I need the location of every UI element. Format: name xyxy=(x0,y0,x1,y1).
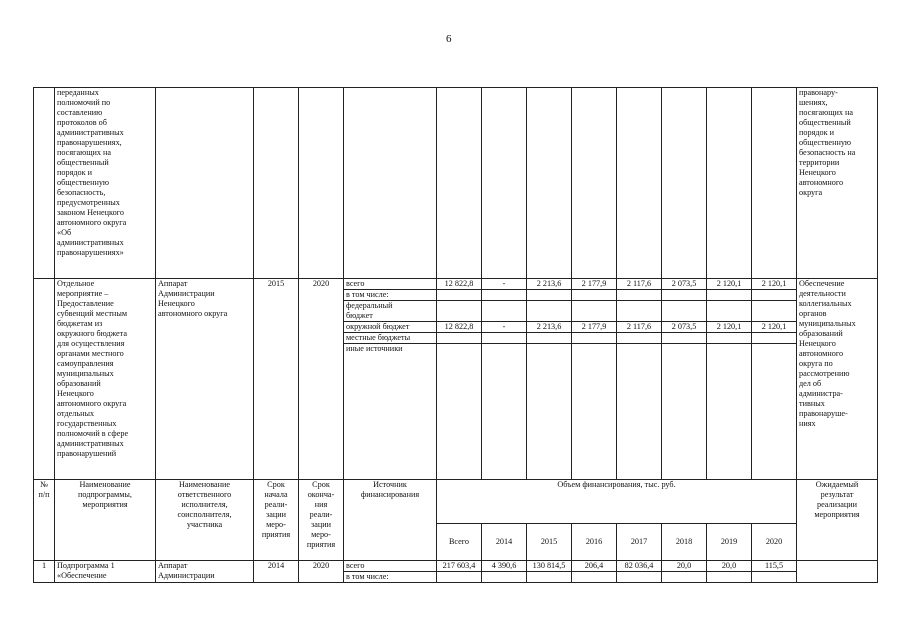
page-number: 6 xyxy=(446,33,452,45)
cell-value: 2 177,9 xyxy=(572,279,617,290)
cell-sub-start: 2014 xyxy=(254,561,299,583)
header-start: Срок начала реали- зации меро- приятия xyxy=(254,480,299,561)
cell-prev-result: правонару- шениях, посягающих на общественный порядок и общественную безопасность на территории Ненецкого автономного округа xyxy=(797,88,878,279)
cell-measure-start: 2015 xyxy=(254,279,299,480)
header-volume: Объем финансирования, тыс. руб. xyxy=(437,480,797,524)
header-col-year: 2015 xyxy=(527,524,572,561)
cell-value xyxy=(662,344,707,480)
cell-empty xyxy=(527,88,572,279)
cell-empty xyxy=(662,88,707,279)
cell-value: 2 213,6 xyxy=(527,279,572,290)
cell-value xyxy=(482,333,527,344)
cell-value xyxy=(572,572,617,583)
header-col-year: 2014 xyxy=(482,524,527,561)
cell-value: 12 822,8 xyxy=(437,279,482,290)
header-name: Наименование подпрограммы, мероприятия xyxy=(55,480,156,561)
cell-empty xyxy=(707,88,752,279)
cell-value xyxy=(707,344,752,480)
cell-value: - xyxy=(482,279,527,290)
cell-value xyxy=(752,344,797,480)
cell-value: - xyxy=(482,322,527,333)
cell-value xyxy=(752,333,797,344)
cell-value xyxy=(527,301,572,322)
cell-source: федеральный бюджет xyxy=(344,301,437,322)
cell-value: 12 822,8 xyxy=(437,322,482,333)
cell-value xyxy=(437,290,482,301)
cell-value xyxy=(707,333,752,344)
cell-value: 2 177,9 xyxy=(572,322,617,333)
cell-source: в том числе: xyxy=(344,290,437,301)
cell-value xyxy=(752,301,797,322)
cell-value xyxy=(572,344,617,480)
cell-value xyxy=(707,572,752,583)
cell-value: 115,5 xyxy=(752,561,797,572)
cell-sub-name: Подпрограмма 1 «Обеспечение xyxy=(55,561,156,583)
cell-value xyxy=(572,301,617,322)
cell-value: 2 117,6 xyxy=(617,322,662,333)
cell-empty xyxy=(437,88,482,279)
cell-source: окружной бюджет xyxy=(344,322,437,333)
cell-value: 2 213,6 xyxy=(527,322,572,333)
table-row-subprogram-total xyxy=(34,561,878,572)
cell-value xyxy=(437,333,482,344)
table-row-continuation xyxy=(34,88,878,279)
header-result: Ожидаемый результат реализации мероприятия xyxy=(797,480,878,561)
financing-table xyxy=(33,87,878,583)
cell-value xyxy=(617,333,662,344)
cell-value: 217 603,4 xyxy=(437,561,482,572)
cell-value xyxy=(482,301,527,322)
cell-value xyxy=(662,572,707,583)
header-col-total: Всего xyxy=(437,524,482,561)
cell-value xyxy=(752,572,797,583)
cell-value xyxy=(482,344,527,480)
cell-source: иные источники xyxy=(344,344,437,480)
cell-value: 4 390,6 xyxy=(482,561,527,572)
header-col-year: 2018 xyxy=(662,524,707,561)
cell-empty xyxy=(572,88,617,279)
cell-value xyxy=(437,572,482,583)
cell-value xyxy=(437,344,482,480)
cell-sub-executor: Аппарат Администрации xyxy=(156,561,254,583)
cell-value: 2 073,5 xyxy=(662,322,707,333)
cell-value xyxy=(617,290,662,301)
header-col-year: 2016 xyxy=(572,524,617,561)
cell-value xyxy=(662,301,707,322)
header-col-year: 2017 xyxy=(617,524,662,561)
cell-value xyxy=(662,333,707,344)
cell-value: 2 120,1 xyxy=(707,322,752,333)
cell-value xyxy=(527,290,572,301)
cell-value: 82 036,4 xyxy=(617,561,662,572)
cell-measure-name: Отдельное мероприятие – Предоставление субвенций местным бюджетам из окружного бюджета для осуществления органами местного самоуправления муниципальных образований Ненецкого автономного округа отдельных государственных полномочий в сфере административных правонарушений xyxy=(55,279,156,480)
cell-value xyxy=(707,290,752,301)
cell-sub-end: 2020 xyxy=(299,561,344,583)
cell-value: 20,0 xyxy=(707,561,752,572)
cell-value xyxy=(662,290,707,301)
cell-value xyxy=(617,572,662,583)
cell-source: местные бюджеты xyxy=(344,333,437,344)
cell-value xyxy=(527,344,572,480)
cell-empty xyxy=(254,88,299,279)
cell-empty xyxy=(344,88,437,279)
financing-table-sheet xyxy=(33,87,877,583)
header-col-year: 2020 xyxy=(752,524,797,561)
header-col-year: 2019 xyxy=(707,524,752,561)
cell-value xyxy=(752,290,797,301)
cell-value: 2 073,5 xyxy=(662,279,707,290)
cell-num xyxy=(34,88,55,279)
cell-value xyxy=(617,301,662,322)
cell-empty xyxy=(617,88,662,279)
cell-source: в том числе: xyxy=(344,572,437,583)
table-row-measure-total xyxy=(34,279,878,290)
cell-value: 20,0 xyxy=(662,561,707,572)
cell-measure-result: Обеспечение деятельности коллегиальных органов муниципальных образований Ненецкого автономного округа по рассмотрению дел об администра- тивных правонаруше- ниях xyxy=(797,279,878,480)
cell-source: всего xyxy=(344,561,437,572)
cell-value: 2 117,6 xyxy=(617,279,662,290)
cell-value xyxy=(572,290,617,301)
cell-empty xyxy=(299,88,344,279)
cell-value xyxy=(527,572,572,583)
cell-value xyxy=(482,572,527,583)
header-num: № п/п xyxy=(34,480,55,561)
cell-value: 206,4 xyxy=(572,561,617,572)
cell-value: 2 120,1 xyxy=(752,322,797,333)
cell-value xyxy=(437,301,482,322)
cell-empty xyxy=(156,88,254,279)
cell-sub-num: 1 xyxy=(34,561,55,583)
cell-num xyxy=(34,279,55,480)
cell-value xyxy=(482,290,527,301)
cell-empty xyxy=(482,88,527,279)
cell-prev-name: переданных полномочий по составлению протоколов об административных правонарушениях, посягающих на общественный порядок и общественную безопасность, предусмотренных законом Ненецкого автономного округа «Об административных правонарушениях» xyxy=(55,88,156,279)
table-header-row xyxy=(34,480,878,524)
cell-source: всего xyxy=(344,279,437,290)
cell-value xyxy=(527,333,572,344)
cell-sub-result xyxy=(797,561,878,583)
cell-measure-end: 2020 xyxy=(299,279,344,480)
cell-value: 130 814,5 xyxy=(527,561,572,572)
header-end: Срок оконча- ния реали- зации меро- приятия xyxy=(299,480,344,561)
cell-value xyxy=(707,301,752,322)
cell-measure-executor: Аппарат Администрации Ненецкого автономного округа xyxy=(156,279,254,480)
cell-value xyxy=(572,333,617,344)
cell-value: 2 120,1 xyxy=(752,279,797,290)
header-executor: Наименование ответственного исполнителя, соисполнителя, участника xyxy=(156,480,254,561)
header-source: Источник финансирования xyxy=(344,480,437,561)
cell-value xyxy=(617,344,662,480)
cell-value: 2 120,1 xyxy=(707,279,752,290)
cell-empty xyxy=(752,88,797,279)
